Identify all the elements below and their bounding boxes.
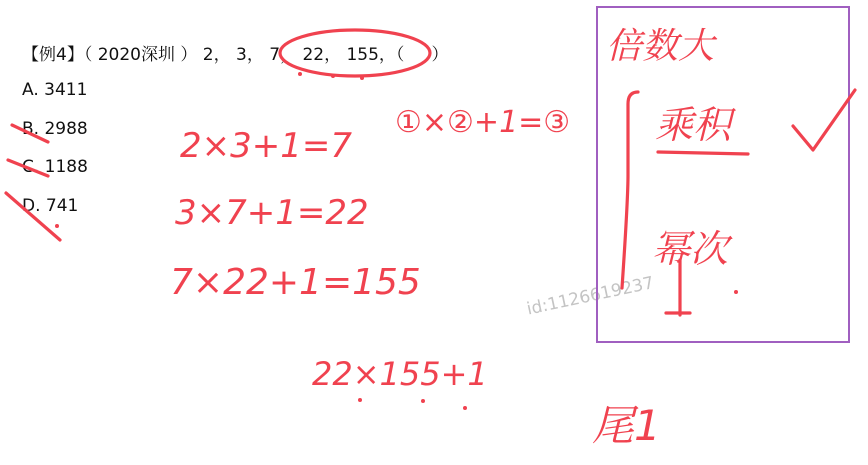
option-b: B. 2988 xyxy=(22,119,88,139)
option-a: A. 3411 xyxy=(22,80,88,100)
strike-b xyxy=(12,125,48,142)
underline-product xyxy=(658,152,748,154)
ink-dot xyxy=(298,72,302,76)
method-power: 幂次 xyxy=(652,227,729,271)
ink-dot xyxy=(55,224,59,228)
question-text: 【例4】（ 2020深圳 ） 2， 3， 7， 22， 155，（ ） xyxy=(22,45,449,65)
box-title: 倍数大 xyxy=(606,26,715,67)
ink-dot xyxy=(734,290,738,294)
equation-2: 3×7+1=22 xyxy=(175,193,369,233)
next-step: 22×155+1 xyxy=(312,355,488,393)
option-c: C. 1188 xyxy=(22,157,88,177)
equation-1: 2×3+1=7 xyxy=(180,126,352,166)
ink-dot xyxy=(360,76,364,80)
equation-3: 7×22+1=155 xyxy=(170,262,421,303)
ink-dot xyxy=(463,406,467,410)
method-product: 乘积 xyxy=(655,103,732,147)
ink-dot xyxy=(331,74,335,78)
strike-c xyxy=(8,160,48,176)
watermark: id:1126619237 xyxy=(525,273,656,320)
option-d: D. 741 xyxy=(22,196,79,216)
ink-dot xyxy=(421,399,425,403)
ink-dot xyxy=(358,398,362,402)
tail-note: 尾1 xyxy=(592,401,661,450)
strike-d xyxy=(6,193,60,240)
pattern-formula: ①×②+1=③ xyxy=(395,105,571,140)
check-mark xyxy=(793,90,855,150)
circle-3-7-22 xyxy=(280,30,430,76)
